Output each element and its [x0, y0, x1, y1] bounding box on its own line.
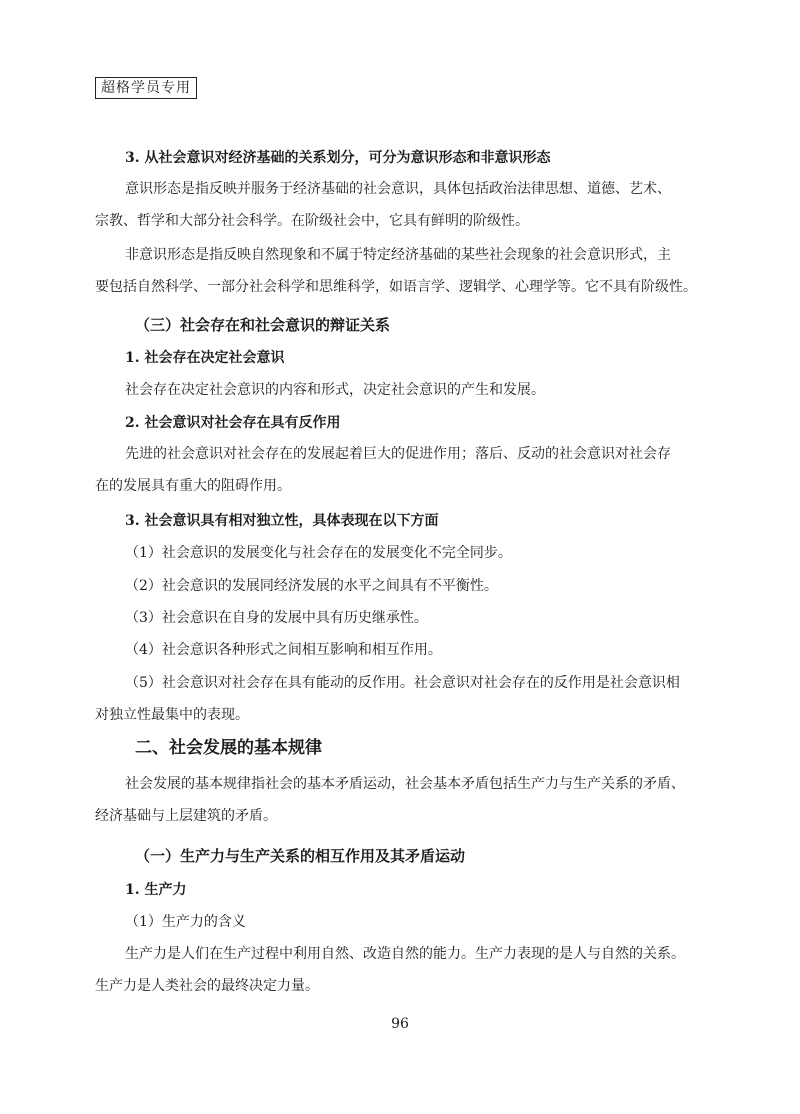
list-item: （2）社会意识的发展同经济发展的水平之间具有不平衡性。: [125, 578, 498, 594]
productive-forces-title: 1. 生产力: [125, 882, 187, 898]
heading-social-development-laws: 二、社会发展的基本规律: [135, 738, 322, 758]
item1-text: 社会存在决定社会意识的内容和形式，决定社会意识的产生和发展。: [125, 382, 545, 398]
productive-forces-subtitle: （1）生产力的含义: [125, 914, 246, 930]
non-ideology-paragraph-line-2: 要包括自然科学、一部分社会科学和思维科学，如语言学、逻辑学、心理学等。它不具有阶级性。: [95, 279, 697, 295]
productive-forces-line-1: 生产力是人们在生产过程中利用自然、改造自然的能力。生产力表现的是人与自然的关系。: [125, 946, 685, 962]
ideology-paragraph-line-2: 宗教、哲学和大部分社会科学。在阶级社会中，它具有鲜明的阶级性。: [95, 213, 529, 229]
point5-line-1: （5）社会意识对社会存在具有能动的反作用。社会意识对社会存在的反作用是社会意识相: [125, 675, 680, 691]
item3-title: 3. 社会意识具有相对独立性，具体表现在以下方面: [125, 513, 439, 529]
list-item: （3）社会意识在自身的发展中具有历史继承性。: [125, 610, 428, 626]
item2-line-1: 先进的社会意识对社会存在的发展起着巨大的促进作用；落后、反动的社会意识对社会存: [125, 446, 671, 462]
laws-intro-line-1: 社会发展的基本规律指社会的基本矛盾运动，社会基本矛盾包括生产力与生产关系的矛盾、: [125, 776, 685, 792]
list-item: （1）社会意识的发展变化与社会存在的发展变化不完全同步。: [125, 545, 512, 561]
item2-title: 2. 社会意识对社会存在具有反作用: [125, 415, 341, 431]
item2-line-2: 在的发展具有重大的阻碍作用。: [95, 478, 291, 494]
exclusive-stamp: 超格学员专用: [95, 77, 197, 99]
ideology-paragraph-line-1: 意识形态是指反映并服务于经济基础的社会意识，具体包括政治法律思想、道德、艺术、: [125, 181, 671, 197]
heading-consciousness-types: 3. 从社会意识对经济基础的关系划分，可分为意识形态和非意识形态: [125, 150, 551, 166]
productive-forces-line-2: 生产力是人类社会的最终决定力量。: [95, 978, 319, 994]
page-number: 96: [391, 1016, 409, 1032]
non-ideology-paragraph-line-1: 非意识形态是指反映自然现象和不属于特定经济基础的某些社会现象的社会意识形式，主: [125, 247, 671, 263]
item1-title: 1. 社会存在决定社会意识: [125, 350, 285, 366]
point5-line-2: 对独立性最集中的表现。: [95, 707, 249, 723]
heading-dialectic: （三）社会存在和社会意识的辩证关系: [135, 316, 391, 334]
list-item: （4）社会意识各种形式之间相互影响和相互作用。: [125, 642, 442, 658]
heading-productive-forces-relations: （一）生产力与生产关系的相互作用及其矛盾运动: [135, 847, 466, 865]
laws-intro-line-2: 经济基础与上层建筑的矛盾。: [95, 808, 277, 824]
